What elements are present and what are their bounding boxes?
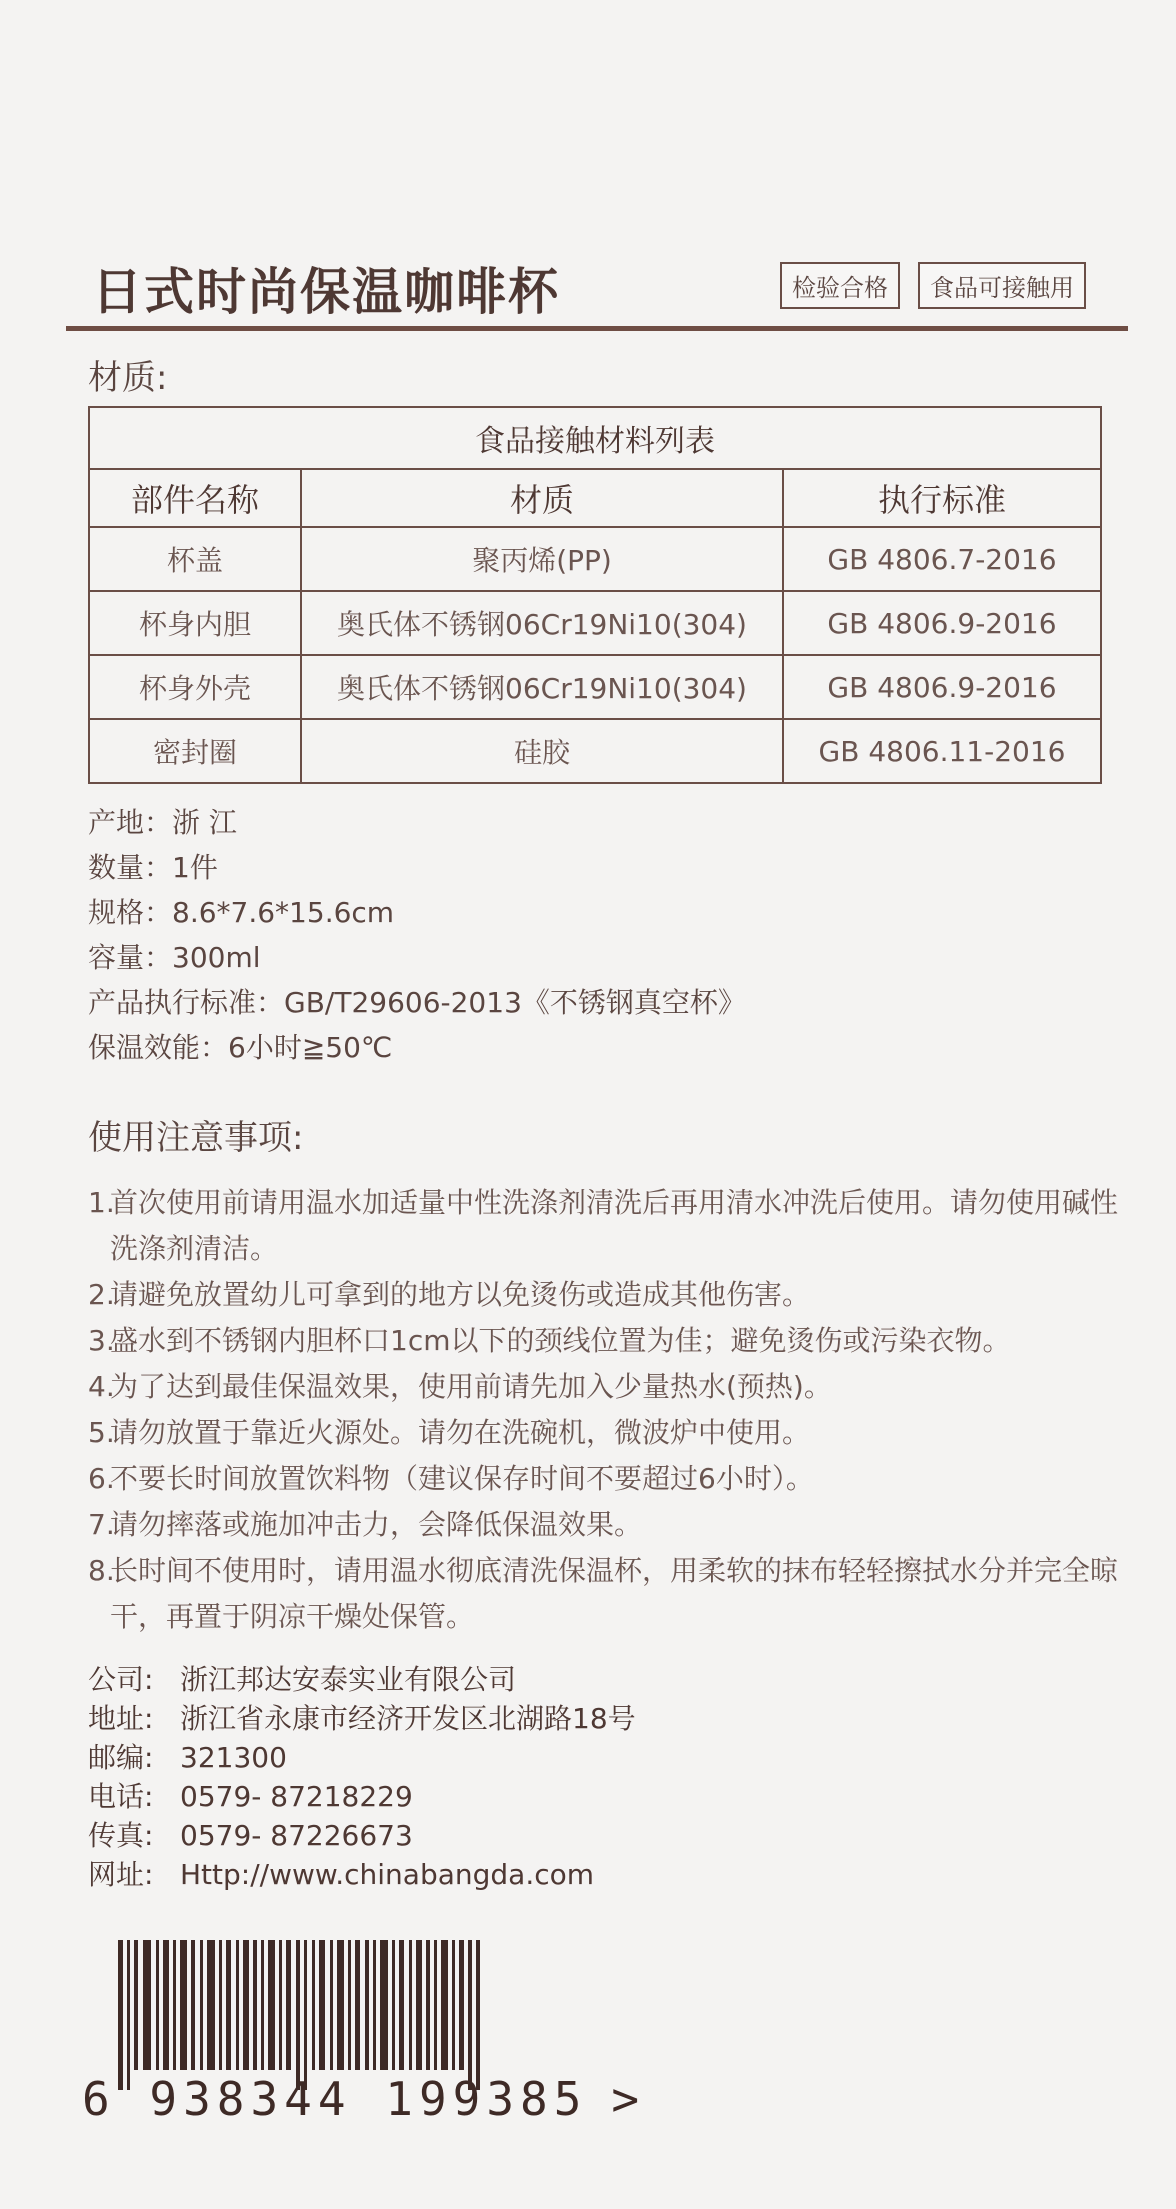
food-contact-badge: 食品可接触用	[918, 262, 1086, 309]
standard-cell: GB 4806.11-2016	[783, 719, 1101, 783]
table-row	[89, 719, 1101, 783]
barcode-digits: 6 938344 199385	[82, 2072, 588, 2126]
list-item	[88, 1364, 1118, 1410]
phone-row	[88, 1777, 636, 1816]
material-cell: 硅胶	[301, 719, 783, 783]
list-item	[88, 1180, 1118, 1272]
part-cell: 杯盖	[89, 527, 301, 591]
address-value: 浙江省永康市经济开发区北湖路18号	[180, 1702, 636, 1735]
material-cell: 聚丙烯(PP)	[301, 527, 783, 591]
list-item	[88, 1318, 1118, 1364]
column-header-material: 材质	[301, 469, 783, 527]
material-heading: 材质:	[88, 358, 168, 398]
phone-value: 0579- 87218229	[180, 1780, 413, 1813]
standard-cell: GB 4806.7-2016	[783, 527, 1101, 591]
list-item	[88, 1272, 1118, 1318]
field-label: 传真:	[88, 1819, 154, 1852]
barcode-icon	[118, 1940, 598, 2090]
table-caption: 食品接触材料列表	[89, 407, 1101, 469]
fax-row	[88, 1816, 636, 1855]
website-value: Http://www.chinabangda.com	[180, 1858, 595, 1891]
field-label: 地址:	[88, 1702, 154, 1735]
list-item	[88, 1502, 1118, 1548]
item-text: 为了达到最佳保温效果，使用前请先加入少量热水(预热)。	[110, 1370, 832, 1403]
item-number: 5.	[88, 1416, 115, 1449]
item-number: 2.	[88, 1278, 115, 1311]
badge-group	[780, 262, 1086, 309]
barcode-number	[82, 2072, 645, 2126]
item-number: 8.	[88, 1554, 115, 1587]
item-text: 请避免放置幼儿可拿到的地方以免烫伤或造成其他伤害。	[110, 1278, 811, 1311]
spec-list	[88, 800, 746, 1070]
postcode-value: 321300	[180, 1741, 287, 1774]
field-label: 邮编:	[88, 1741, 154, 1774]
standard-cell: GB 4806.9-2016	[783, 591, 1101, 655]
item-text: 请勿放置于靠近火源处。请勿在洗碗机，微波炉中使用。	[110, 1416, 811, 1449]
part-cell: 杯身内胆	[89, 591, 301, 655]
item-number: 4.	[88, 1370, 115, 1403]
inspection-badge: 检验合格	[780, 262, 900, 309]
item-text: 不要长时间放置饮料物（建议保存时间不要超过6小时）。	[110, 1462, 814, 1495]
fax-value: 0579- 87226673	[180, 1819, 413, 1852]
insulation-line: 保温效能：6小时≧50℃	[88, 1031, 393, 1064]
field-label: 电话:	[88, 1780, 154, 1813]
material-cell: 奥氏体不锈钢06Cr19Ni10(304)	[301, 591, 783, 655]
item-number: 7.	[88, 1508, 115, 1541]
item-text: 长时间不使用时，请用温水彻底清洗保温杯，用柔软的抹布轻轻擦拭水分并完全晾干，再置于阴凉干燥处保管。	[110, 1554, 1119, 1633]
part-cell: 杯身外壳	[89, 655, 301, 719]
table-row	[89, 655, 1101, 719]
list-item	[88, 1456, 1118, 1502]
company-name: 浙江邦达安泰实业有限公司	[180, 1663, 517, 1696]
notice-list	[88, 1180, 1118, 1640]
standard-line: 产品执行标准：GB/T29606-2013《不锈钢真空杯》	[88, 986, 746, 1019]
notices-heading: 使用注意事项:	[88, 1118, 304, 1158]
header-divider	[66, 326, 1128, 331]
company-info	[88, 1660, 636, 1894]
item-number: 1.	[88, 1186, 115, 1219]
capacity-line: 容量：300ml	[88, 941, 261, 974]
material-cell: 奥氏体不锈钢06Cr19Ni10(304)	[301, 655, 783, 719]
dimensions-line: 规格：8.6*7.6*15.6cm	[88, 896, 395, 929]
quantity-line: 数量：1件	[88, 851, 218, 884]
item-text: 首次使用前请用温水加适量中性洗涤剂清洗后再用清水冲洗后使用。请勿使用碱性洗涤剂清洁。	[110, 1186, 1119, 1265]
item-number: 6.	[88, 1462, 115, 1495]
standard-cell: GB 4806.9-2016	[783, 655, 1101, 719]
material-table	[88, 406, 1102, 784]
list-item	[88, 1410, 1118, 1456]
company-name-row	[88, 1660, 636, 1699]
field-label: 网址:	[88, 1858, 154, 1891]
list-item	[88, 1548, 1118, 1640]
origin-line: 产地：浙 江	[88, 806, 237, 839]
table-row	[89, 527, 1101, 591]
postcode-row	[88, 1738, 636, 1777]
field-label: 公司:	[88, 1663, 154, 1696]
table-row	[89, 591, 1101, 655]
product-title: 日式时尚保温咖啡杯	[92, 263, 560, 321]
website-row	[88, 1855, 636, 1894]
address-row	[88, 1699, 636, 1738]
barcode-arrow: >	[611, 2072, 646, 2126]
item-number: 3.	[88, 1324, 115, 1357]
column-header-standard: 执行标准	[783, 469, 1101, 527]
item-text: 盛水到不锈钢内胆杯口1cm以下的颈线位置为佳；避免烫伤或污染衣物。	[110, 1324, 1011, 1357]
column-header-part: 部件名称	[89, 469, 301, 527]
part-cell: 密封圈	[89, 719, 301, 783]
item-text: 请勿摔落或施加冲击力，会降低保温效果。	[110, 1508, 643, 1541]
